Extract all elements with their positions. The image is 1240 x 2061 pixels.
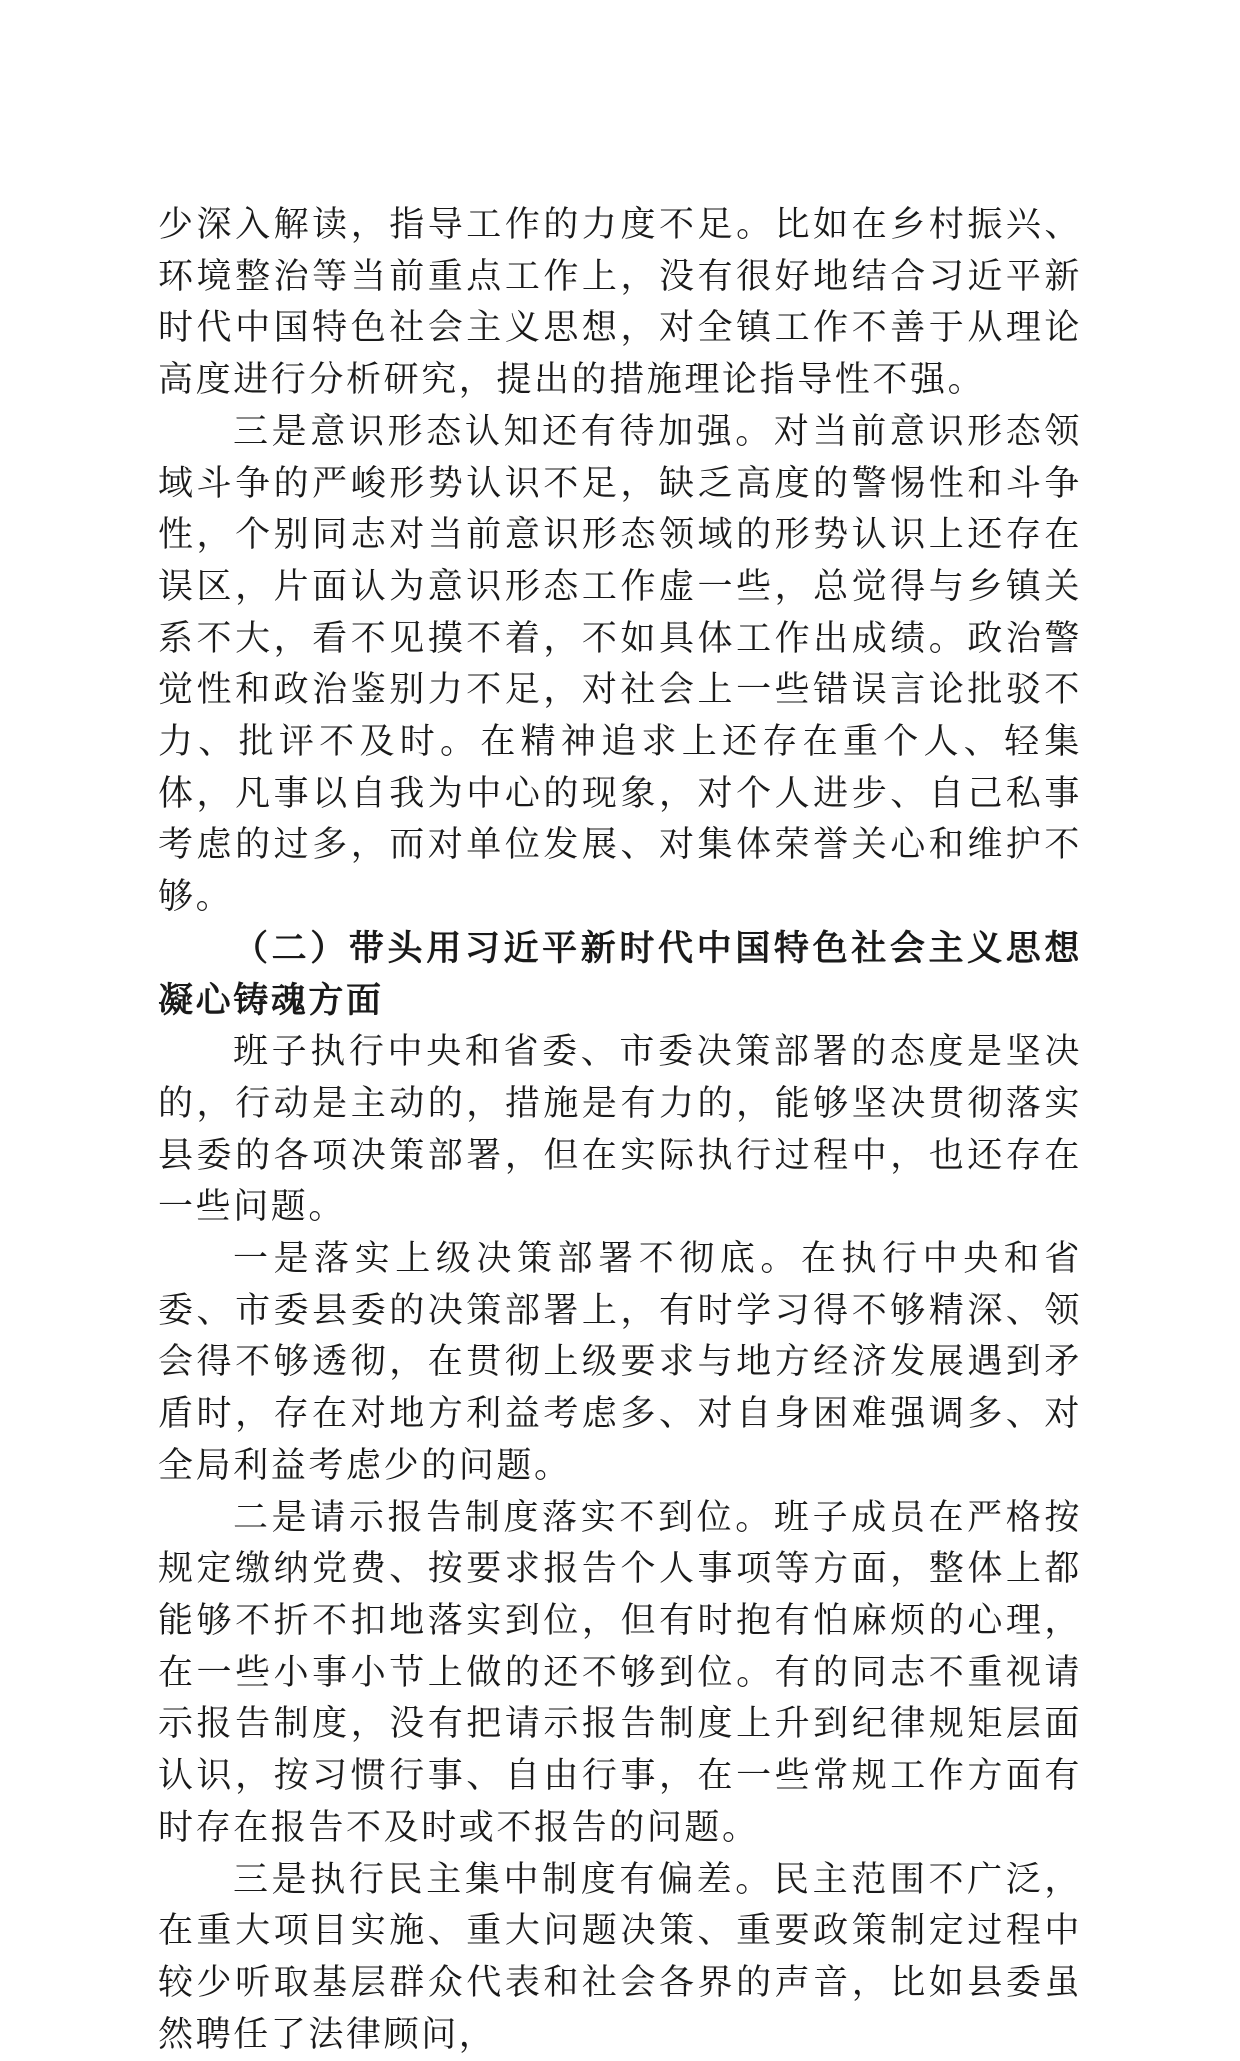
section-heading-2: （二）带头用习近平新时代中国特色社会主义思想凝心铸魂方面 (158, 924, 1082, 1027)
paragraph-democratic-centralism: 三是执行民主集中制度有偏差。民主范围不广泛，在重大项目实施、重大问题决策、重要政策制定过程中较少听取基层群众代表和社会各界的声音，比如县委虽然聘任了法律顾问， (158, 1855, 1082, 2061)
paragraph-execution-intro: 班子执行中央和省委、市委决策部署的态度是坚决的，行动是主动的，措施是有力的，能够坚决贯彻落实县委的各项决策部署，但在实际执行过程中，也还存在一些问题。 (158, 1027, 1082, 1234)
paragraph-implementation: 一是落实上级决策部署不彻底。在执行中央和省委、市委县委的决策部署上，有时学习得不够精深、领会得不够透彻，在贯彻上级要求与地方经济发展遇到矛盾时，存在对地方利益考虑多、对自身困难强调多、对全局利益考虑少的问题。 (158, 1234, 1082, 1493)
document-page (158, 200, 1082, 2061)
paragraph-continuation: 少深入解读，指导工作的力度不足。比如在乡村振兴、环境整治等当前重点工作上，没有很好地结合习近平新时代中国特色社会主义思想，对全镇工作不善于从理论高度进行分析研究，提出的措施理论指导性不强。 (158, 200, 1082, 407)
paragraph-ideology-awareness: 三是意识形态认知还有待加强。对当前意识形态领域斗争的严峻形势认识不足，缺乏高度的警惕性和斗争性，个别同志对当前意识形态领域的形势认识上还存在误区，片面认为意识形态工作虚一些，总觉得与乡镇关系不大，看不见摸不着，不如具体工作出成绩。政治警觉性和政治鉴别力不足，对社会上一些错误言论批驳不力、批评不及时。在精神追求上还存在重个人、轻集体，凡事以自我为中心的现象，对个人进步、自己私事考虑的过多，而对单位发展、对集体荣誉关心和维护不够。 (158, 407, 1082, 924)
paragraph-reporting-system: 二是请示报告制度落实不到位。班子成员在严格按规定缴纳党费、按要求报告个人事项等方面，整体上都能够不折不扣地落实到位，但有时抱有怕麻烦的心理，在一些小事小节上做的还不够到位。有的同志不重视请示报告制度，没有把请示报告制度上升到纪律规矩层面认识，按习惯行事、自由行事，在一些常规工作方面有时存在报告不及时或不报告的问题。 (158, 1493, 1082, 1855)
